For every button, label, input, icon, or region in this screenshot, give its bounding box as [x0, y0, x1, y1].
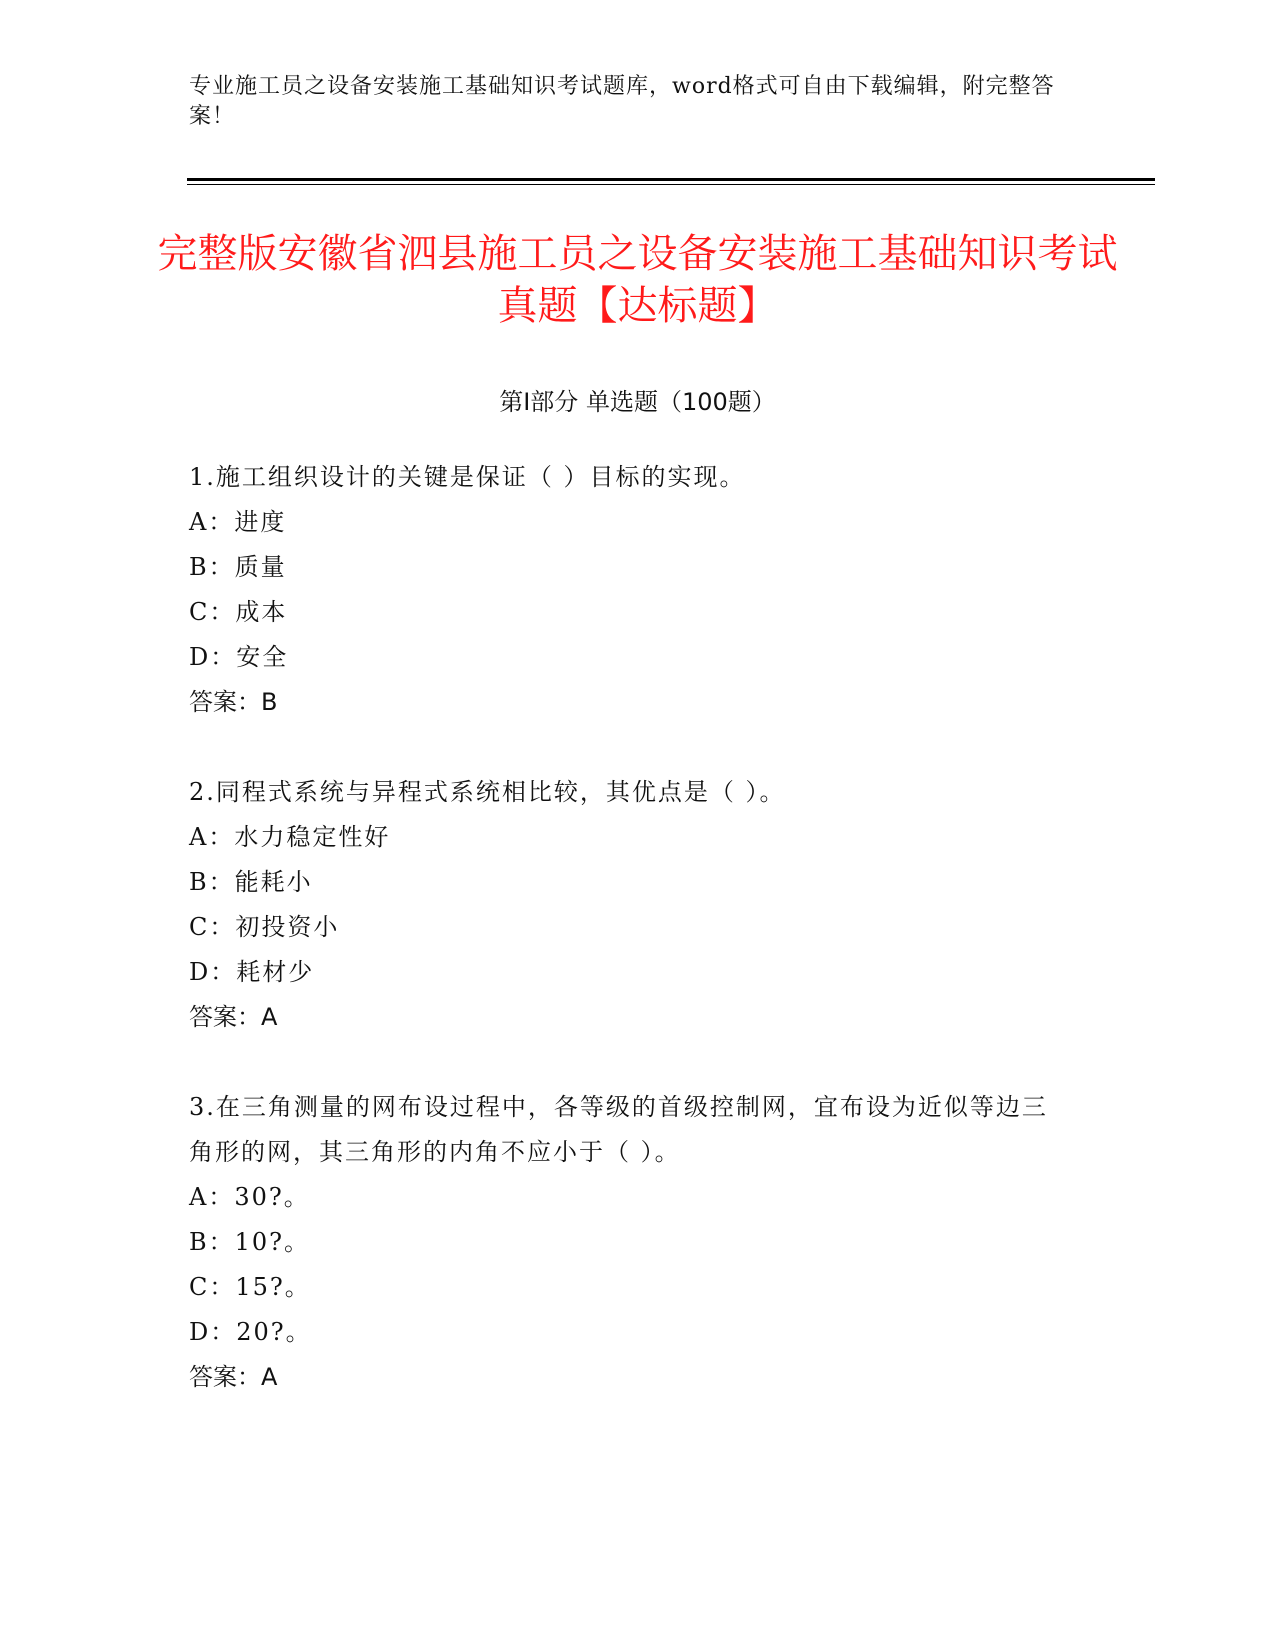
option-d: D：耗材少: [189, 958, 315, 986]
option-c: C：成本: [189, 598, 288, 626]
option-c: C：初投资小: [189, 913, 340, 941]
answer-line: 答案：B: [189, 688, 278, 716]
answer-line: 答案：A: [189, 1003, 278, 1031]
question-stem: 3.在三角测量的网布设过程中，各等级的首级控制网，宜布设为近似等边三角形的网，其三角形的内角不应小于（ ）。: [189, 1093, 1048, 1166]
option-a: A：30?。: [189, 1183, 310, 1211]
document-title: 完整版安徽省泗县施工员之设备安装施工基础知识考试真题【达标题】: [157, 231, 1118, 329]
question-3: [189, 1085, 1069, 1400]
section-title: 第I部分 单选题（100题）: [499, 388, 776, 416]
option-b: B：10?。: [189, 1228, 311, 1256]
option-c: C：15?。: [189, 1273, 311, 1301]
option-a: A：进度: [189, 508, 287, 536]
option-d: D：安全: [189, 643, 289, 671]
header-divider-thin: [187, 184, 1155, 185]
question-2: [189, 770, 1069, 1040]
question-stem: 2.同程式系统与异程式系统相比较，其优点是（ ）。: [189, 778, 786, 806]
option-d: D：20?。: [189, 1318, 312, 1346]
option-b: B：质量: [189, 553, 287, 581]
question-1: [189, 455, 1069, 725]
header-divider-thick: [187, 178, 1155, 181]
option-b: B：能耗小: [189, 868, 313, 896]
option-a: A：水力稳定性好: [189, 823, 391, 851]
question-stem: 1.施工组织设计的关键是保证（ ）目标的实现。: [189, 463, 746, 491]
answer-line: 答案：A: [189, 1363, 278, 1391]
document-intro: 专业施工员之设备安装施工基础知识考试题库，word格式可自由下载编辑，附完整答案！: [189, 74, 1055, 129]
